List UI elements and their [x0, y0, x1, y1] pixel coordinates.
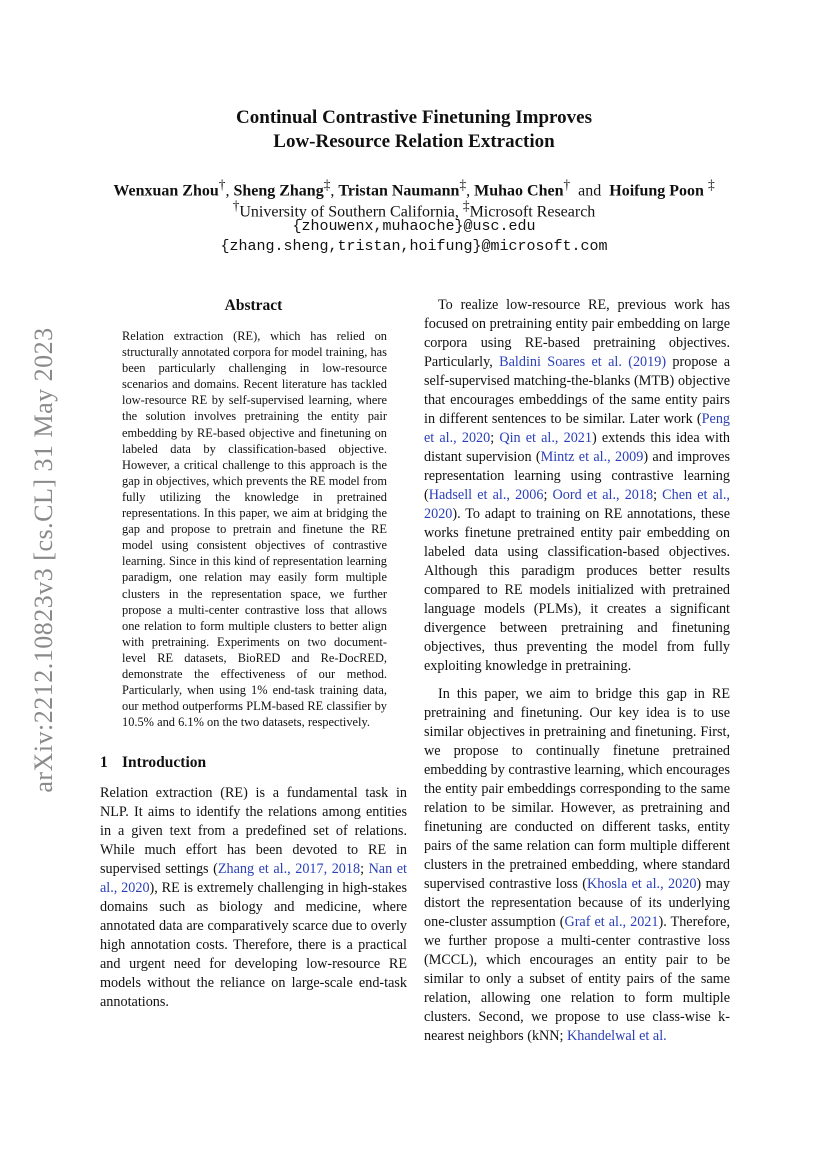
citation-link[interactable]: Qin et al., 2021	[499, 430, 592, 446]
paragraph-text: ;	[490, 430, 500, 446]
citation-link[interactable]: Hadsell et al., 2006	[428, 487, 544, 503]
author-name: Sheng Zhang	[233, 182, 324, 200]
paragraph-text: Relation extraction (RE) is a fundamental task in NLP. It aims to identify the relations among entities in a given text from a predefined set of relations. While much effort has been devoted to RE in supervised settings (	[100, 785, 407, 878]
email-line-1: {zhouwenx,muhaoche}@usc.edu	[292, 218, 536, 235]
affiliation-mark: ‡	[323, 177, 331, 192]
paragraph-text: propose a self-supervised matching-the-blanks (MTB) objective that encourages embeddings of the same entity pairs in different sentences to be similar. Later work (	[424, 354, 730, 427]
section-heading-introduction	[100, 753, 407, 773]
abstract-text: Relation extraction (RE), which has relied on structurally annotated corpora for model training, has been particularly challenging in low-resource scenarios and domains. Recent literature has tackled low-resource RE by self-supervised learning, where the solution involves pretraining the entity pair embedding by RE-based objective and finetuning on labeled data by classification-based objective. However, a critical challenge to this approach is the gap in objectives, which prevents the RE model from fully utilizing the knowledge in pretrained representations. In this paper, we aim at bridging the gap and propose to pretrain and finetune the RE model using consistent objectives of contrastive learning. Since in this kind of representation learning paradigm, one relation may easily form multiple clusters in the representation space, we further propose a multi-center contrastive loss that allows one relation to form multiple clusters to better align with pretraining. Experiments on two document-level RE datasets, BioRED and Re-DocRED, demonstrate the effectiveness of our method. Particularly, when using 1% end-task training data, our method outperforms PLM-based RE classifier by 10.5% and 6.1% on the two datasets, respectively.	[122, 329, 387, 730]
paragraph-text: ) extends this idea with distant supervision (	[424, 430, 730, 465]
email-line-2: {zhang.sheng,tristan,hoifung}@microsoft.com	[220, 238, 608, 255]
paragraph-text: ;	[653, 487, 663, 503]
affiliation-mark: ‡	[707, 177, 715, 192]
paragraph-text: ;	[360, 861, 369, 878]
citation-link[interactable]: Nan et al., 2020	[100, 861, 407, 897]
arxiv-identifier-stamp: arXiv:2212.10823v3 [cs.CL] 31 May 2023	[29, 327, 58, 793]
paragraph-text: ) may distort the representation because of its underlying one-cluster assumption (	[424, 876, 730, 930]
affiliation-mark: ‡	[459, 177, 467, 192]
citation-link[interactable]: Chen et al., 2020	[424, 487, 730, 522]
affiliation-mark: †	[232, 198, 240, 213]
author-conjunction: and	[578, 182, 602, 200]
affiliation-mark: †	[563, 177, 571, 192]
abstract-heading: Abstract	[224, 297, 283, 314]
affiliation-org: University of Southern California,	[239, 203, 463, 221]
affiliation-mark: †	[218, 177, 226, 192]
citation-link[interactable]: Peng et al., 2020	[424, 411, 730, 446]
author-name: Wenxuan Zhou	[113, 182, 219, 200]
body-paragraph-1	[424, 296, 730, 676]
left-column	[100, 296, 407, 1012]
introduction-paragraph	[100, 784, 407, 1012]
paragraph-text: To realize low-resource RE, previous work has focused on pretraining entity pair embedding on large corpora using RE-based pretraining objectives. Particularly,	[424, 297, 730, 370]
paragraph-text: ), RE is extremely challenging in high-stakes domains such as biology and medicine, where annotated data are comparatively scarce due to overly high annotation costs. Therefore, there is a practical and urgent need for developing low-resource RE models without the reliance on large-scale end-task annotations.	[100, 880, 407, 1011]
author-name: Tristan Naumann	[338, 182, 460, 200]
paragraph-text: ). To adapt to training on RE annotations, these works finetune pretrained entity pair embedding on labeled data using classification-based objectives. Although this paradigm produces better results compared to RE models initialized with pretrained language models (PLMs), it creates a significant divergence between pretraining and finetuning objectives, thus preventing the model from fully exploiting knowledge in pretraining.	[424, 506, 730, 674]
affiliation-mark: ‡	[462, 198, 470, 213]
author-name: Hoifung Poon	[609, 182, 704, 200]
body-paragraph-2	[424, 685, 730, 1046]
title-line-2: Low-Resource Relation Extraction	[273, 131, 555, 152]
citation-link[interactable]: Graf et al., 2021	[564, 914, 659, 930]
citation-link[interactable]: Khandelwal et al.	[567, 1028, 667, 1044]
citation-link[interactable]: Oord et al., 2018	[552, 487, 654, 503]
section-title: Introduction	[122, 754, 207, 772]
citation-link[interactable]: Khosla et al., 2020	[587, 876, 697, 892]
citation-link[interactable]: Zhang et al., 2017, 2018	[217, 861, 361, 878]
paragraph-text: ) and improves representation learning using contrastive learning (	[424, 449, 730, 503]
paragraph-text: ;	[543, 487, 553, 503]
title-line-1: Continual Contrastive Finetuning Improves	[236, 107, 592, 128]
paragraph-text: In this paper, we aim to bridge this gap in RE pretraining and finetuning. Our key idea is to use similar objectives in pretraining and finetuning. First, we propose to continually finetune pretrained embedding by contrastive learning, which encourages the entity pair embeddings corresponding to the same relation to be similar. However, as pretraining and finetuning are conducted on different tasks, entity pairs of the same relation can form multiple different clusters in the pretrained embedding, where standard supervised contrastive loss (	[424, 686, 730, 892]
paper-title	[100, 106, 728, 154]
citation-link[interactable]: Mintz et al., 2009	[540, 449, 644, 465]
right-column	[424, 296, 730, 1046]
citation-link[interactable]: Baldini Soares et al. (2019)	[499, 354, 667, 370]
affiliation-org: Microsoft Research	[469, 203, 596, 221]
paragraph-text: ). Therefore, we further propose a multi-center contrastive loss (MCCL), which encourages an entity pair to be similar to only a subset of entity pairs of the same relation, allowing one relation to form multiple clusters. Second, we propose to use class-wise k-nearest neighbors (kNN;	[424, 914, 730, 1044]
author-name: Muhao Chen	[474, 182, 564, 200]
section-number: 1	[100, 754, 108, 772]
author-list: Wenxuan Zhou†, Sheng Zhang‡, Tristan Naumann‡, Muhao Chen† and Hoifung Poon ‡	[113, 177, 715, 200]
